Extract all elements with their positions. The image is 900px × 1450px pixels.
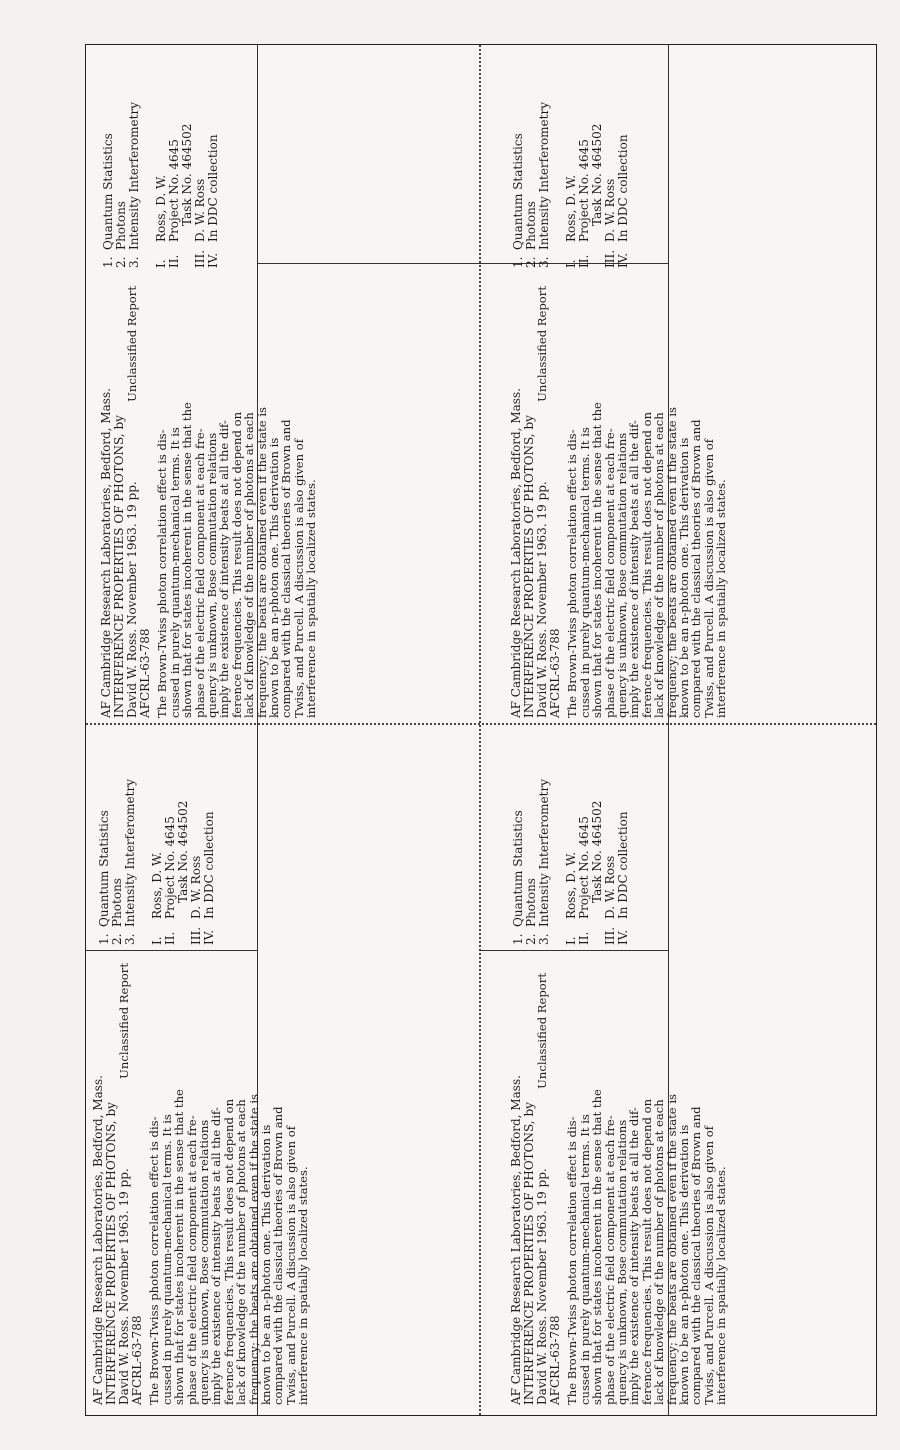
entry-item: III. D. W. Ross [603, 855, 617, 945]
entry-item: III. D. W. Ross [193, 178, 207, 268]
card-subjects [512, 725, 630, 945]
abstract-line: phase of the electric field component at each fre- [602, 428, 617, 718]
subject-item: 3. Intensity Interferometry [123, 779, 137, 945]
abstract-line: The Brown-Twiss photon correlation effect is dis- [565, 1116, 580, 1405]
entry-item: IV. In DDC collection [202, 811, 216, 945]
entry-item: Task No. 464502 [590, 800, 604, 903]
entry-item: I. Ross, D. W. [564, 851, 578, 945]
abstract-line: imply the existence of intensity beats at all the dif- [217, 420, 232, 718]
abstract-line: The Brown-Twiss photon correlation effect is dis- [155, 429, 170, 718]
header-line: David W. Ross. November 1963. 19 pp. [535, 1168, 549, 1405]
subject-item: 2. Photons [524, 878, 538, 945]
header-line: AF Cambridge Research Laboratories, Bedford, Mass. [509, 1075, 523, 1405]
abstract-line: cussed in purely quantum-mechanical terms. It is [159, 1114, 174, 1405]
classification-label: Unclassified Report [535, 286, 549, 402]
entry-item: II. Project No. 4645 [577, 816, 591, 945]
subject-item: 2. Photons [114, 201, 128, 268]
abstract-line: interference in spatially localized states. [296, 1166, 311, 1405]
abstract-line: shown that for states incoherent in the sense that the [180, 402, 195, 718]
abstract-line: frequency; the beats are obtained even if the state is [254, 407, 269, 718]
entry-item: II. Project No. 4645 [577, 139, 591, 268]
abstract-line: The Brown-Twiss photon correlation effect is dis- [565, 429, 580, 718]
subject-item: 3. Intensity Interferometry [537, 779, 551, 945]
abstract-line: cussed in purely quantum-mechanical terms. It is [577, 1114, 592, 1405]
abstract-line: ference frequencies. This result does not depend on [639, 411, 654, 718]
abstract-line: shown that for states incoherent in the sense that the [172, 1089, 187, 1405]
card-subjects [102, 48, 220, 268]
abstract-line: Twiss, and Purcell. A discussion is also given of [701, 1125, 716, 1405]
entry-item: IV. In DDC collection [616, 134, 630, 268]
abstract-line: compared with the classical theories of Brown and [271, 1106, 286, 1405]
subject-item: 2. Photons [524, 201, 538, 268]
card-abstract [100, 278, 318, 718]
header-line: INTERFERENCE PROPERTIES OF PHOTONS, by [522, 1102, 536, 1405]
abstract-line: phase of the electric field component at each fre- [602, 1115, 617, 1405]
abstract-line: known to be an n-photon one. This derivation is [677, 1124, 692, 1405]
abstract-line: imply the existence of intensity beats at all the dif- [627, 420, 642, 718]
abstract-line: lack of knowledge of the number of photons at each [652, 1099, 667, 1405]
entry-item: I. Ross, D. W. [150, 851, 164, 945]
entry-item: III. D. W. Ross [603, 178, 617, 268]
card-cut-line-horizontal [86, 723, 876, 725]
header-line: David W. Ross. November 1963. 19 pp. [535, 481, 549, 718]
header-line: AF Cambridge Research Laboratories, Bedford, Mass. [99, 388, 113, 718]
subject-item: 1. Quantum Statistics [511, 810, 525, 945]
abstract-line: shown that for states incoherent in the sense that the [590, 402, 605, 718]
entry-item: III. D. W. Ross [189, 855, 203, 945]
header-line: AFCRL-63-788 [138, 628, 152, 718]
abstract-line: interference in spatially localized states. [714, 1166, 729, 1405]
entry-item: II. Project No. 4645 [167, 139, 181, 268]
abstract-line: cussed in purely quantum-mechanical terms. It is [167, 427, 182, 718]
abstract-line: ference frequencies. This result does not depend on [639, 1098, 654, 1405]
classification-label: Unclassified Report [125, 286, 139, 402]
abstract-line: compared with the classical theories of Brown and [279, 419, 294, 718]
abstract-line: lack of knowledge of the number of photons at each [242, 412, 257, 718]
entry-item: II. Project No. 4645 [163, 816, 177, 945]
classification-label: Unclassified Report [535, 973, 549, 1089]
abstract-line: known to be an n-photon one. This derivation is [259, 1124, 274, 1405]
subject-item: 3. Intensity Interferometry [127, 102, 141, 268]
abstract-line: ference frequencies. This result does not depend on [221, 1098, 236, 1405]
subject-item: 2. Photons [110, 878, 124, 945]
abstract-line: ference frequencies. This result does not depend on [229, 411, 244, 718]
abstract-line: Twiss, and Purcell. A discussion is also given of [291, 438, 306, 718]
card-cut-line [479, 45, 481, 1415]
entry-item: IV. In DDC collection [206, 134, 220, 268]
abstract-line: quency is unknown, Bose commutation relations [615, 432, 630, 718]
abstract-line: The Brown-Twiss photon correlation effect is dis- [147, 1116, 162, 1405]
abstract-line: imply the existence of intensity beats at all the dif- [627, 1107, 642, 1405]
abstract-line: interference in spatially localized states. [304, 479, 319, 718]
header-line: INTERFERENCE PROPERTIES OF PHOTONS, by [104, 1102, 118, 1405]
abstract-line: shown that for states incoherent in the sense that the [590, 1089, 605, 1405]
abstract-line: frequency; the beats are obtained even if the state is [246, 1094, 261, 1405]
row-divider [479, 950, 668, 951]
subject-item: 1. Quantum Statistics [511, 133, 525, 268]
abstract-line: known to be an n-photon one. This derivation is [267, 437, 282, 718]
abstract-line: compared with the classical theories of Brown and [689, 419, 704, 718]
header-line: AF Cambridge Research Laboratories, Bedford, Mass. [509, 388, 523, 718]
abstract-line: lack of knowledge of the number of photons at each [652, 412, 667, 718]
entry-item: Task No. 464502 [176, 800, 190, 903]
abstract-line: phase of the electric field component at each fre- [184, 1115, 199, 1405]
entry-item: Task No. 464502 [180, 123, 194, 226]
subject-item: 1. Quantum Statistics [101, 133, 115, 268]
abstract-line: cussed in purely quantum-mechanical terms. It is [577, 427, 592, 718]
header-line: David W. Ross. November 1963. 19 pp. [117, 1168, 131, 1405]
header-line: AF Cambridge Research Laboratories, Bedford, Mass. [91, 1075, 105, 1405]
abstract-line: known to be an n-photon one. This derivation is [677, 437, 692, 718]
classification-label: Unclassified Report [117, 963, 131, 1079]
card-subjects [512, 48, 630, 268]
card-subjects [98, 745, 216, 945]
card-abstract [510, 965, 728, 1405]
header-line: INTERFERENCE PROPERTIES OF PHOTONS, by [522, 415, 536, 718]
header-line: INTERFERENCE PROPERTIES OF PHOTONS, by [112, 415, 126, 718]
entry-item: Task No. 464502 [590, 123, 604, 226]
abstract-line: quency is unknown, Bose commutation relations [205, 432, 220, 718]
abstract-line: lack of knowledge of the number of photons at each [234, 1099, 249, 1405]
abstract-line: phase of the electric field component at each fre- [192, 428, 207, 718]
abstract-line: frequency; the beats are obtained even if the state is [664, 407, 679, 718]
abstract-line: quency is unknown, Bose commutation relations [615, 1119, 630, 1405]
subject-item: 3. Intensity Interferometry [537, 102, 551, 268]
abstract-line: Twiss, and Purcell. A discussion is also given of [701, 438, 716, 718]
entry-item: I. Ross, D. W. [564, 174, 578, 268]
abstract-line: imply the existence of intensity beats at all the dif- [209, 1107, 224, 1405]
header-line: AFCRL-63-788 [130, 1315, 144, 1405]
entry-item: IV. In DDC collection [616, 811, 630, 945]
subject-item: 1. Quantum Statistics [97, 810, 111, 945]
header-line: David W. Ross. November 1963. 19 pp. [125, 481, 139, 718]
abstract-line: frequency; the beats are obtained even if the state is [664, 1094, 679, 1405]
row-divider [257, 263, 479, 264]
abstract-line: quency is unknown, Bose commutation relations [197, 1119, 212, 1405]
card-abstract [510, 278, 728, 718]
header-line: AFCRL-63-788 [548, 628, 562, 718]
abstract-line: compared with the classical theories of Brown and [689, 1106, 704, 1405]
row-divider [86, 950, 257, 951]
abstract-line: interference in spatially localized states. [714, 479, 729, 718]
abstract-line: Twiss, and Purcell. A discussion is also given of [283, 1125, 298, 1405]
card-abstract [92, 955, 310, 1405]
entry-item: I. Ross, D. W. [154, 174, 168, 268]
header-line: AFCRL-63-788 [548, 1315, 562, 1405]
